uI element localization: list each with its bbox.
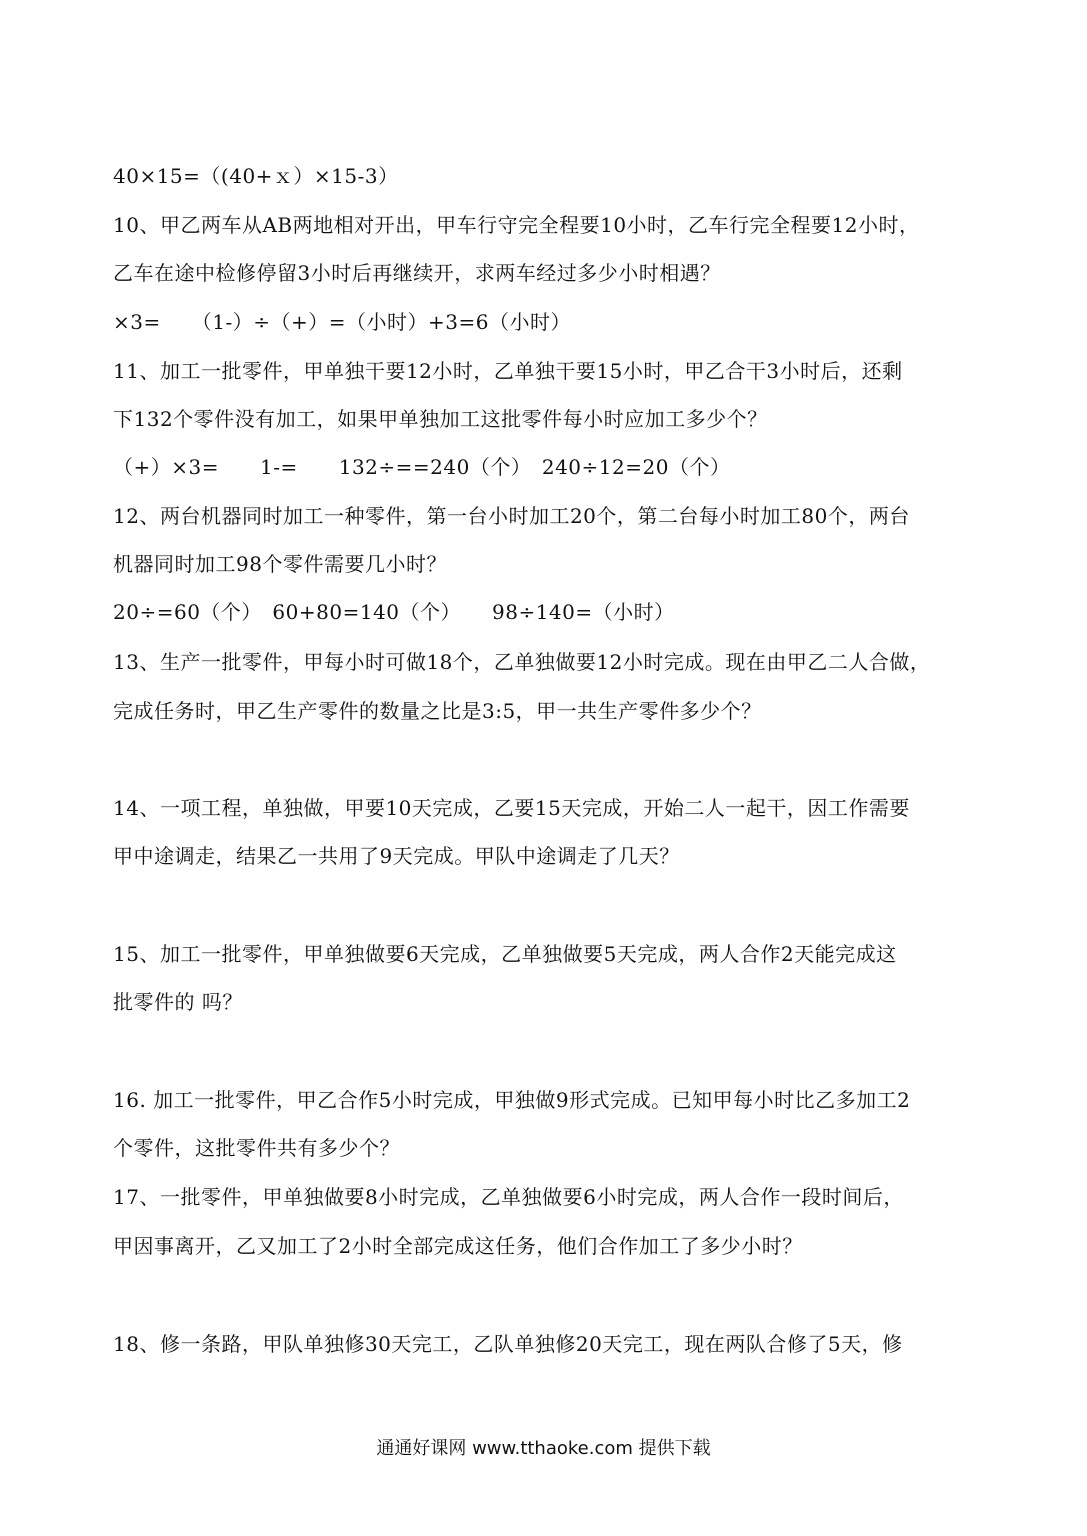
text-line: 甲中途调走，结果乙一共用了9天完成。甲队中途调走了几天？ — [113, 844, 680, 868]
text-line: 18、修一条路，甲队单独修30天完工，乙队单独修20天完工，现在两队合修了5天，修 — [113, 1332, 903, 1356]
text-line: 11、加工一批零件，甲单独干要12小时，乙单独干要15小时，甲乙合干3小时后，还剩 — [113, 359, 903, 383]
text-line: 下132个零件没有加工，如果甲单独加工这批零件每小时应加工多少个？ — [113, 407, 768, 431]
text-line: 20÷=60（个） 60+80=140（个） 98÷140=（小时） — [113, 600, 675, 624]
text-line: 甲因事离开，乙又加工了2小时全部完成这任务，他们合作加工了多少小时？ — [113, 1234, 803, 1258]
text-line: 15、加工一批零件，甲单独做要6天完成，乙单独做要5天完成，两人合作2天能完成这 — [113, 942, 897, 966]
text-line: （+）×3= 1-= 132÷==240（个） 240÷12=20（个） — [113, 455, 731, 479]
footer-download-notice: 通通好课网 www.tthaoke.com 提供下载 — [376, 1438, 711, 1459]
text-line: 乙车在途中检修停留3小时后再继续开，求两车经过多少小时相遇？ — [113, 261, 721, 285]
text-line: 16. 加工一批零件，甲乙合作5小时完成，甲独做9形式完成。已知甲每小时比乙多加工2 — [113, 1088, 911, 1112]
text-line: 13、生产一批零件，甲每小时可做18个，乙单独做要12小时完成。现在由甲乙二人合做， — [113, 650, 931, 674]
text-line: 机器同时加工98个零件需要几小时？ — [113, 552, 447, 576]
text-line: 12、两台机器同时加工一种零件，第一台小时加工20个，第二台每小时加工80个，两台 — [113, 504, 910, 528]
text-line: 17、一批零件，甲单独做要8小时完成，乙单独做要6小时完成，两人合作一段时间后， — [113, 1185, 904, 1209]
text-line: 40×15=（(40+ｘ）×15-3） — [113, 164, 399, 188]
text-line: 个零件，这批零件共有多少个？ — [113, 1136, 400, 1160]
text-line: 10、甲乙两车从AB两地相对开出，甲车行守完全程要10小时，乙车行完全程要12小时， — [113, 213, 920, 237]
text-line: ×3= （1-）÷（+）=（小时）+3=6（小时） — [113, 310, 571, 334]
text-line: 批零件的 吗？ — [113, 990, 243, 1014]
text-line: 完成任务时，甲乙生产零件的数量之比是3:5，甲一共生产零件多少个？ — [113, 699, 762, 723]
text-line: 14、一项工程，单独做，甲要10天完成，乙要15天完成，开始二人一起干，因工作需要 — [113, 796, 910, 820]
